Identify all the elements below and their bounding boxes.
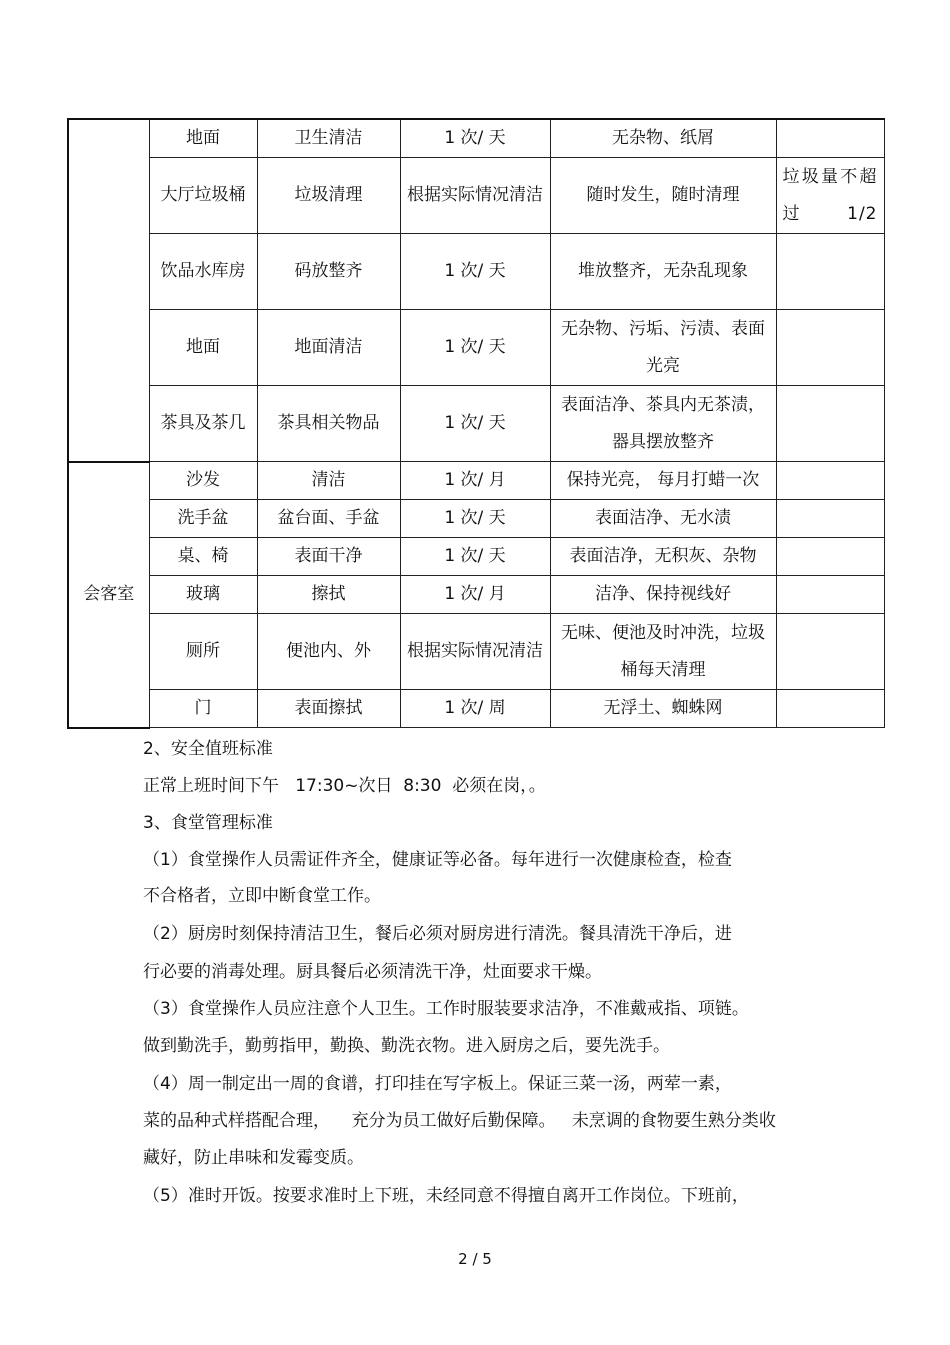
item-cell: 门 — [149, 690, 257, 728]
note-cell — [776, 310, 884, 386]
standard-cell: 表面洁净，无积灰、杂物 — [550, 538, 776, 576]
frequency-cell: 1 次/ 天 — [400, 119, 550, 158]
frequency-cell: 1 次/ 月 — [400, 462, 550, 500]
cleaning-standards-table — [67, 118, 885, 729]
frequency-cell: 1 次/ 天 — [400, 386, 550, 462]
body-text-line: 行必要的消毒处理。厨具餐后必须清洗干净，灶面要求干燥。 — [143, 962, 602, 982]
note-cell: 垃圾量不超过 1/2 — [776, 158, 884, 234]
section-heading-security-duty: 2、安全值班标准 — [143, 739, 273, 759]
item-cell: 地面 — [149, 119, 257, 158]
note-cell — [776, 386, 884, 462]
task-cell: 擦拭 — [257, 576, 400, 614]
frequency-cell: 1 次/ 周 — [400, 690, 550, 728]
standard-cell: 保持光亮， 每月打蜡一次 — [550, 462, 776, 500]
area-cell-reception-room: 会客室 — [68, 462, 149, 728]
item-cell: 地面 — [149, 310, 257, 386]
body-text-line: 做到勤洗手，勤剪指甲，勤换、勤洗衣物。进入厨房之后，要先洗手。 — [143, 1036, 670, 1056]
item-cell: 大厅垃圾桶 — [149, 158, 257, 234]
task-cell: 表面擦拭 — [257, 690, 400, 728]
note-cell — [776, 576, 884, 614]
standard-cell: 无杂物、污垢、污渍、表面光亮 — [550, 310, 776, 386]
task-cell: 表面干净 — [257, 538, 400, 576]
standard-cell: 随时发生，随时清理 — [550, 158, 776, 234]
item-cell: 沙发 — [149, 462, 257, 500]
frequency-cell: 1 次/ 月 — [400, 576, 550, 614]
note-cell — [776, 119, 884, 158]
task-cell: 茶具相关物品 — [257, 386, 400, 462]
item-cell: 饮品水库房 — [149, 234, 257, 310]
frequency-cell: 根据实际情况清洁 — [400, 158, 550, 234]
task-cell: 垃圾清理 — [257, 158, 400, 234]
note-cell — [776, 690, 884, 728]
body-text-line: 正常上班时间下午 17:30~次日 8:30 必须在岗，。 — [143, 776, 546, 796]
item-cell: 洗手盆 — [149, 500, 257, 538]
note-cell — [776, 614, 884, 690]
standard-cell: 堆放整齐，无杂乱现象 — [550, 234, 776, 310]
task-cell: 盆台面、手盆 — [257, 500, 400, 538]
frequency-cell: 根据实际情况清洁 — [400, 614, 550, 690]
standard-cell: 无味、便池及时冲洗，垃圾桶每天清理 — [550, 614, 776, 690]
task-cell: 地面清洁 — [257, 310, 400, 386]
standard-cell: 无杂物、纸屑 — [550, 119, 776, 158]
body-text-line: 不合格者，立即中断食堂工作。 — [143, 886, 381, 906]
note-cell — [776, 538, 884, 576]
item-cell: 厕所 — [149, 614, 257, 690]
body-text-line: （1）食堂操作人员需证件齐全，健康证等必备。每年进行一次健康检查，检查 — [143, 850, 732, 870]
task-cell: 清洁 — [257, 462, 400, 500]
body-text-line: （3）食堂操作人员应注意个人卫生。工作时服装要求洁净，不准戴戒指、项链。 — [143, 999, 749, 1019]
task-cell: 便池内、外 — [257, 614, 400, 690]
item-cell: 茶具及茶几 — [149, 386, 257, 462]
item-cell: 玻璃 — [149, 576, 257, 614]
task-cell: 码放整齐 — [257, 234, 400, 310]
note-cell — [776, 462, 884, 500]
section-heading-canteen: 3、食堂管理标准 — [143, 813, 273, 833]
body-text-line: （5）准时开饭。按要求准时上下班，未经同意不得擅自离开工作岗位。下班前， — [143, 1186, 749, 1206]
note-cell — [776, 500, 884, 538]
standard-cell: 无浮土、蜘蛛网 — [550, 690, 776, 728]
page-number: 2 / 5 — [458, 1250, 492, 1268]
standard-cell: 洁净、保持视线好 — [550, 576, 776, 614]
standard-cell: 表面洁净、茶具内无茶渍，器具摆放整齐 — [550, 386, 776, 462]
body-text-line: （4）周一制定出一周的食谱，打印挂在写字板上。保证三菜一汤，两荤一素， — [143, 1074, 732, 1094]
frequency-cell: 1 次/ 天 — [400, 310, 550, 386]
note-cell — [776, 234, 884, 310]
body-text-line: （2）厨房时刻保持清洁卫生，餐后必须对厨房进行清洗。餐具清洗干净后，进 — [143, 924, 732, 944]
standard-cell: 表面洁净、无水渍 — [550, 500, 776, 538]
body-text-line: 菜的品种式样搭配合理， 充分为员工做好后勤保障。 未烹调的食物要生熟分类收 — [143, 1111, 776, 1131]
frequency-cell: 1 次/ 天 — [400, 500, 550, 538]
frequency-cell: 1 次/ 天 — [400, 234, 550, 310]
area-cell-unlabeled — [68, 119, 149, 462]
body-text-line: 藏好，防止串味和发霉变质。 — [143, 1148, 364, 1168]
task-cell: 卫生清洁 — [257, 119, 400, 158]
frequency-cell: 1 次/ 天 — [400, 538, 550, 576]
item-cell: 桌、椅 — [149, 538, 257, 576]
